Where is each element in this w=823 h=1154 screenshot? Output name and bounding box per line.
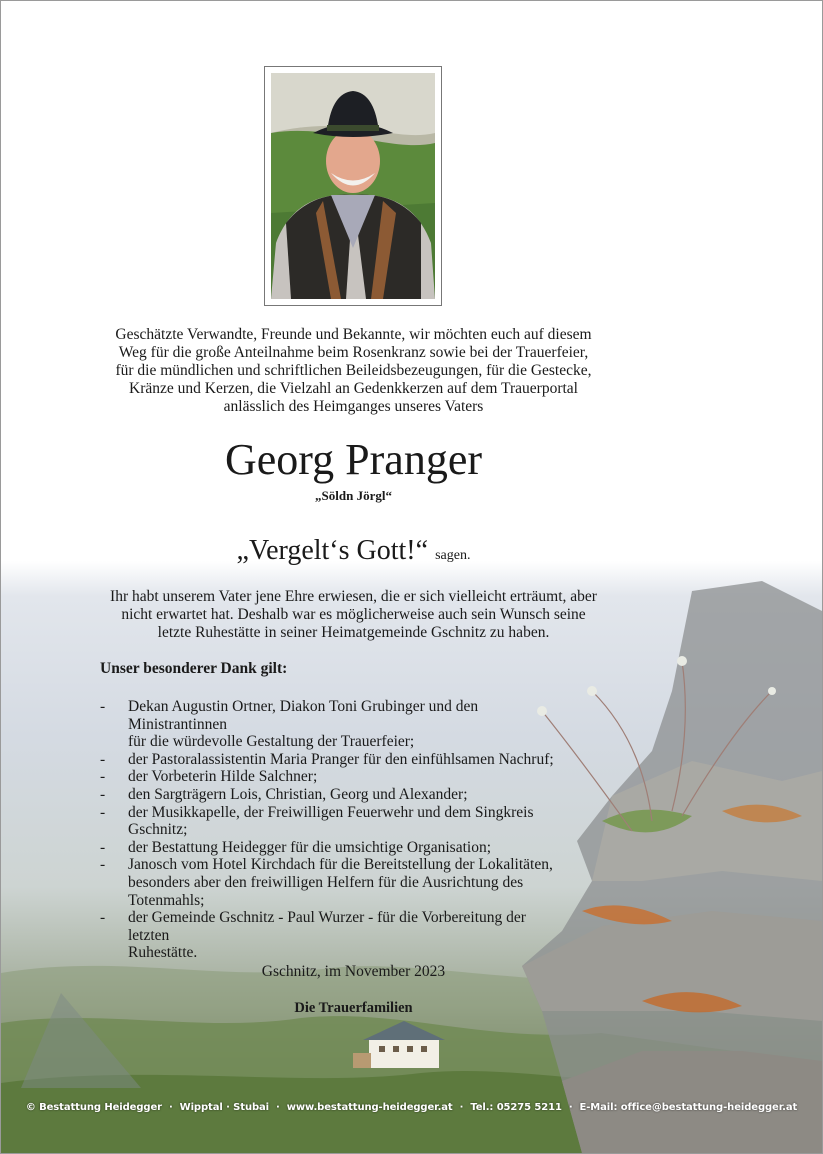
para-line: Ihr habt unserem Vater jene Ehre erwiesen, die er sich vielleicht erträumt, aber — [110, 588, 597, 605]
list-dash: - — [100, 698, 106, 715]
footer-region: Wipptal · Stubai — [179, 1102, 269, 1113]
list-dash: - — [100, 803, 106, 821]
acknowledgements-title: Unser besonderer Dank gilt: — [100, 660, 288, 677]
acknowledgement-line: Dekan Augustin Ortner, Diakon Toni Grubinger und den Ministrantinnen — [128, 698, 479, 733]
list-dash: - — [100, 785, 106, 803]
acknowledgement-line: Totenmahls; — [128, 891, 205, 909]
acknowledgement-line: Gschnitz; — [128, 821, 188, 839]
acknowledgement-item — [100, 856, 570, 909]
intro-line: Geschätzte Verwandte, Freunde und Bekannte, wir möchten euch auf diesem — [115, 326, 592, 343]
footer-contact-bar — [1, 1102, 822, 1113]
thanks-suffix: sagen. — [435, 548, 471, 563]
intro-line: für die mündlichen und schriftlichen Beileidsbezeugungen, für die Gestecke, — [115, 362, 592, 379]
list-dash: - — [100, 856, 106, 874]
acknowledgement-line: der Gemeinde Gschnitz - Paul Wurzer - für die Vorbereitung der letzten — [128, 909, 526, 944]
footer-email-link[interactable]: E-Mail: office@bestattung-heidegger.at — [579, 1102, 798, 1113]
footer-phone: Tel.: 05275 5211 — [470, 1102, 562, 1113]
list-dash: - — [100, 750, 106, 768]
tribute-paragraph — [61, 588, 646, 642]
footer-separator: · — [276, 1102, 280, 1113]
footer-copyright: © Bestattung Heidegger — [25, 1102, 162, 1113]
footer-website-link[interactable]: www.bestattung-heidegger.at — [286, 1102, 453, 1113]
para-line: nicht erwartet hat. Deshalb war es möglicherweise auch sein Wunsch seine — [121, 606, 586, 623]
deceased-nickname: „Söldn Jörgl“ — [315, 488, 392, 503]
acknowledgement-line: den Sargträgern Lois, Christian, Georg und Alexander; — [128, 785, 468, 803]
acknowledgement-item — [100, 768, 570, 786]
list-dash: - — [100, 909, 106, 927]
intro-line: Kränze und Kerzen, die Vielzahl an Gedenkkerzen auf dem Trauerportal — [129, 380, 578, 397]
acknowledgement-line: für die würdevolle Gestaltung der Trauerfeier; — [128, 733, 415, 751]
acknowledgements-list — [100, 698, 570, 962]
acknowledgement-line: der Vorbeterin Hilde Salchner; — [128, 768, 318, 786]
acknowledgement-line: Ruhestätte. — [128, 944, 198, 962]
footer-separator: · — [459, 1102, 464, 1113]
place-date: Gschnitz, im November 2023 — [261, 963, 446, 980]
acknowledgement-item — [100, 786, 570, 804]
thanks-phrase: „Vergelt‘s Gott!“ — [236, 535, 429, 566]
intro-text — [61, 326, 646, 416]
intro-line: Weg für die große Anteilnahme beim Rosenkranz sowie bei der Trauerfeier, — [118, 344, 589, 361]
footer-separator: · — [568, 1102, 573, 1113]
acknowledgement-line: der Bestattung Heidegger für die umsichtige Organisation; — [128, 838, 492, 856]
portrait-frame — [264, 66, 442, 306]
acknowledgement-item — [100, 839, 570, 857]
thanks-heading — [61, 534, 646, 573]
acknowledgement-item — [100, 698, 570, 751]
list-dash: - — [100, 768, 106, 786]
intro-line: anlässlich des Heimganges unseres Vaters — [223, 398, 484, 415]
footer-separator: · — [168, 1102, 173, 1113]
acknowledgement-line: besonders aber den freiwilligen Helfern für die Ausrichtung des — [128, 873, 524, 891]
deceased-name: Georg Pranger — [225, 435, 482, 484]
family-signature: Die Trauerfamilien — [294, 1000, 413, 1016]
acknowledgement-line: der Musikkapelle, der Freiwilligen Feuerwehr und dem Singkreis — [128, 803, 534, 821]
list-dash: - — [100, 838, 106, 856]
acknowledgement-item — [100, 909, 570, 962]
para-line: letzte Ruhestätte in seiner Heimatgemeinde Gschnitz zu haben. — [157, 624, 550, 641]
acknowledgement-item — [100, 804, 570, 839]
acknowledgement-item — [100, 751, 570, 769]
acknowledgement-line: Janosch vom Hotel Kirchdach für die Bereitstellung der Lokalitäten, — [128, 856, 553, 874]
acknowledgement-line: der Pastoralassistentin Maria Pranger für den einfühlsamen Nachruf; — [128, 750, 554, 768]
portrait-photo — [271, 73, 435, 299]
